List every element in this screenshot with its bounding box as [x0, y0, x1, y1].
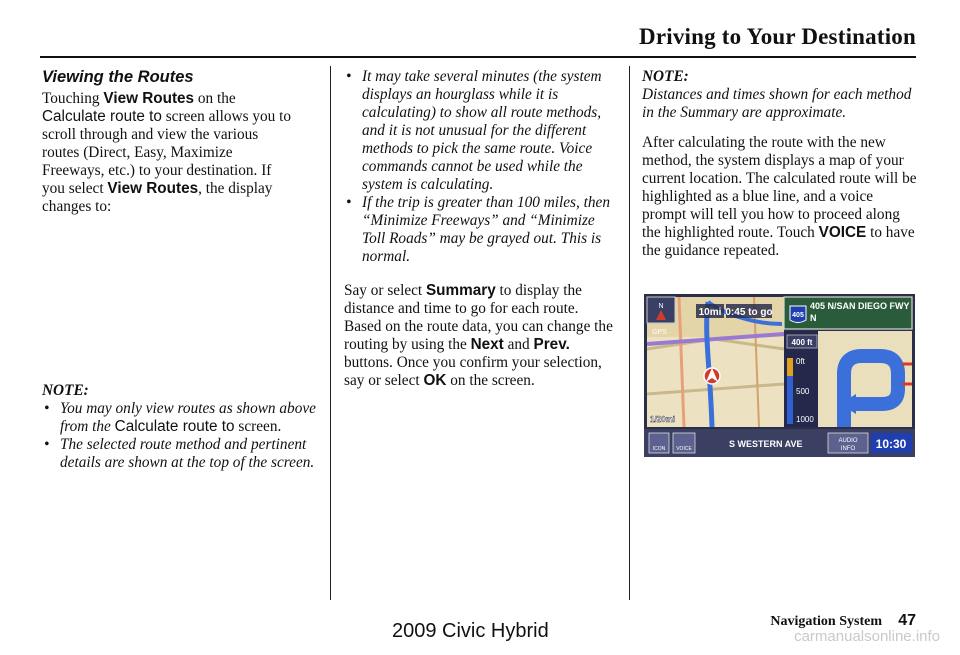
view-routes-label-2: View Routes	[107, 180, 199, 197]
svg-text:ICON: ICON	[652, 446, 666, 452]
svg-text:0:45 to go: 0:45 to go	[725, 307, 773, 318]
svg-text:GPS: GPS	[652, 329, 667, 336]
column-1	[42, 68, 320, 472]
next-label: Next	[470, 336, 504, 353]
svg-text:400 ft: 400 ft	[791, 338, 813, 347]
page-header-title: Driving to Your Destination	[639, 24, 916, 49]
calculate-route-label: Calculate route to	[42, 108, 162, 125]
section-heading: Viewing the Routes	[42, 68, 194, 86]
guidance-paragraph: After calculating the route with the new method, the system displays a map of your current location. The calculated route will be highlighted as a blue line, and a voice prompt will tell you how to proceed along the highlighted route. Touch VOICE to have the guidance repeated.	[642, 134, 917, 259]
summary-paragraph: Say or select Summary to display the distance and time to go for each route. Based on the route data, you can change the routing by using the Next and Prev. buttons. Once you confirm your selection, say or select OK on the screen.	[344, 282, 613, 389]
site-watermark: carmanualsonline.info	[794, 628, 940, 645]
info-item: • If the trip is greater than 100 miles, then “Minimize Freeways” and “Minimize Toll Roads” may be grayed out. This is normal.	[344, 194, 618, 266]
info-item: • It may take several minutes (the system displays an hourglass while it is calculating) to show all route methods, and it is not unusual for the different methods to pick the same route. Voice commands cannot be used while the system is calculating.	[344, 68, 618, 194]
svg-text:S WESTERN AVE: S WESTERN AVE	[729, 439, 803, 449]
svg-text:VOICE: VOICE	[676, 446, 692, 452]
navigation-map-screenshot	[644, 294, 915, 457]
note-item: • You may only view routes as shown above from the Calculate route to screen.	[42, 400, 320, 436]
ok-label: OK	[423, 372, 447, 389]
svg-text:405: 405	[792, 312, 804, 319]
note-text: Distances and times shown for each method in the Summary are approximate.	[642, 86, 912, 121]
svg-text:AUDIO: AUDIO	[838, 438, 858, 444]
svg-text:405 N/SAN DIEGO FWY: 405 N/SAN DIEGO FWY	[810, 301, 910, 311]
svg-text:10mi: 10mi	[698, 307, 722, 318]
footer-section-name: Navigation System	[770, 614, 882, 629]
note-item: • The selected route method and pertinent details are shown at the top of the screen.	[42, 436, 320, 472]
svg-text:500: 500	[796, 387, 810, 396]
svg-text:1000: 1000	[796, 415, 814, 424]
svg-text:10:30: 10:30	[875, 437, 907, 451]
summary-label: Summary	[425, 282, 496, 299]
svg-text:1/20mi: 1/20mi	[650, 415, 675, 424]
svg-text:N: N	[658, 303, 664, 310]
prev-label: Prev.	[533, 336, 570, 353]
column-2	[344, 68, 618, 390]
note-label: NOTE:	[42, 382, 89, 399]
view-routes-label: View Routes	[103, 90, 195, 107]
column-divider-1	[330, 66, 331, 600]
note-label: NOTE:	[642, 68, 689, 85]
header-rule	[40, 56, 916, 58]
info-list	[344, 68, 618, 266]
svg-text:0ft: 0ft	[796, 357, 805, 366]
column-divider-2	[629, 66, 630, 600]
intro-paragraph: Touching View Routes on the Calculate route to screen allows you to scroll through and view the various routes (Direct, Easy, Maximize Freeways, etc.) to your destination. If you select View Routes, the display changes to:	[42, 90, 292, 215]
svg-text:INFO: INFO	[840, 446, 856, 452]
voice-label: VOICE	[818, 224, 867, 241]
watermark-text: 2009 Civic Hybrid	[392, 620, 549, 642]
column-3	[642, 68, 918, 260]
page-number: 47	[898, 612, 916, 629]
note-list	[42, 400, 320, 472]
svg-text:N: N	[810, 313, 817, 323]
